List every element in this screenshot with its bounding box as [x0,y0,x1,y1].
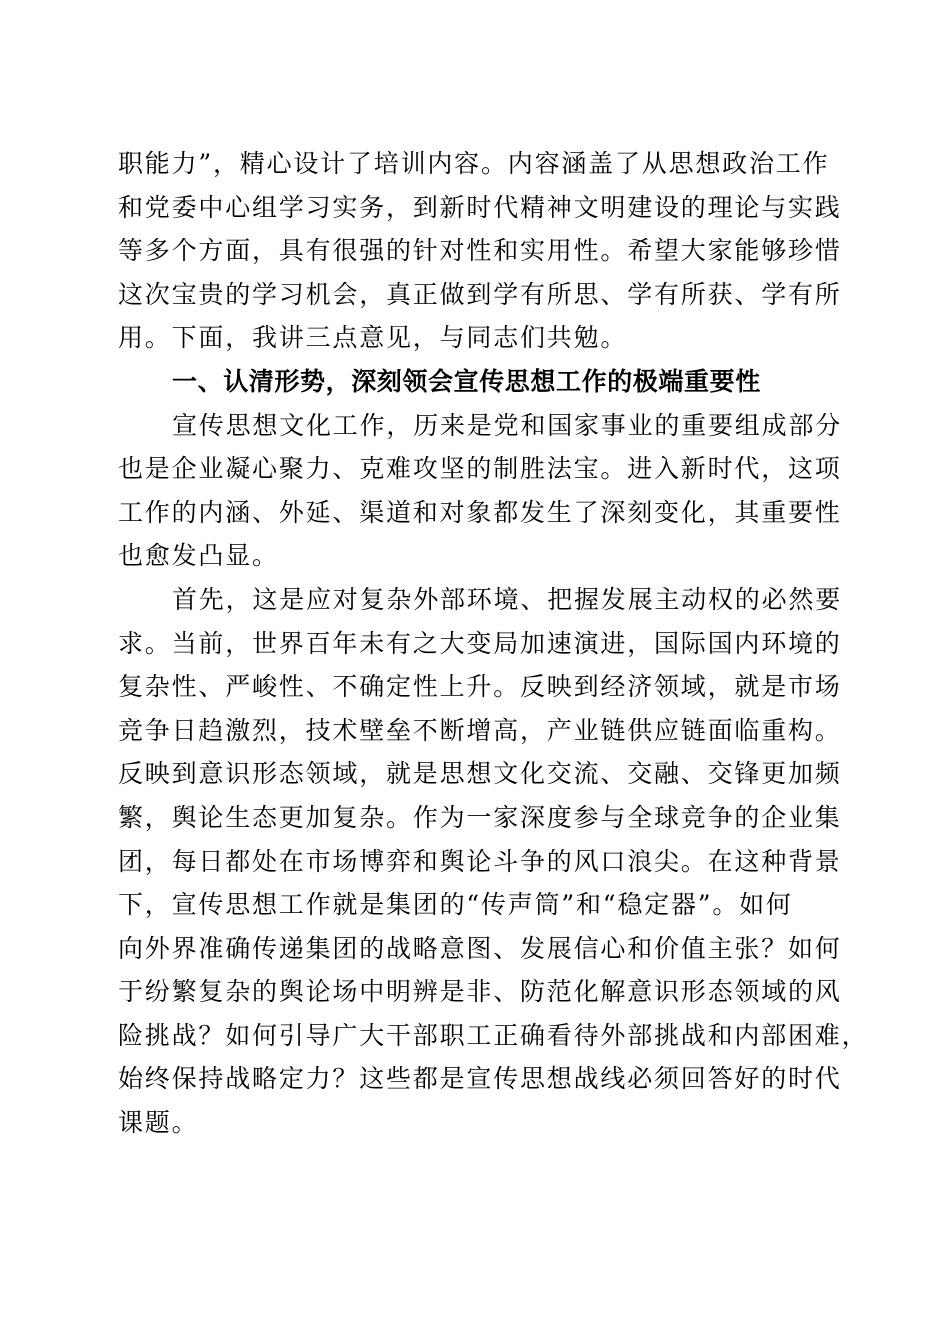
text-line: 宣传思想文化工作，历来是党和国家事业的重要组成部分 [172,410,843,440]
text-line: 这次宝贵的学习机会，真正做到学有所思、学有所获、学有所 [118,279,842,309]
text-line: 求。当前，世界百年未有之大变局加速演进，国际国内环境的 [118,628,842,658]
text-line: 繁，舆论生态更加复杂。作为一家深度参与全球竞争的企业集 [118,802,842,832]
text-line: 团，每日都处在市场博弈和舆论斗争的风口浪尖。在这种背景 [118,846,842,876]
text-line: 始终保持战略定力？这些都是宣传思想战线必须回答好的时代 [118,1064,842,1094]
text-line: 于纷繁复杂的舆论场中明辨是非、防范化解意识形态领域的风 [118,977,842,1007]
text-line: 也愈发凸显。 [118,541,279,571]
text-line: 职能力”，精心设计了培训内容。内容涵盖了从思想政治工作 [118,149,830,178]
text-line: 向外界准确传递集团的战略意图、发展信心和价值主张？如何 [118,933,842,963]
text-line: 等多个方面，具有很强的针对性和实用性。希望大家能够珍惜 [118,236,842,266]
text-line: 用。下面，我讲三点意见，与同志们共勉。 [118,323,628,353]
text-line: 和党委中心组学习实务，到新时代精神文明建设的理论与实践 [118,192,842,222]
text-line: 竞争日趋激烈，技术壁垒不断增高，产业链供应链面临重构。 [118,715,842,745]
document-body [118,142,869,1145]
text-line: 也是企业凝心聚力、克难攻坚的制胜法宝。进入新时代，这项 [118,454,842,484]
text-line: 工作的内涵、外延、渠道和对象都发生了深刻变化，其重要性 [118,497,842,527]
text-line: 反映到意识形态领域，就是思想文化交流、交融、交锋更加频 [118,759,842,789]
text-line: 复杂性、严峻性、不确定性上升。反映到经济领域，就是市场 [118,672,842,702]
text-line: 首先，这是应对复杂外部环境、把握发展主动权的必然要 [172,584,843,614]
section-heading: 一、认清形势，深刻领会宣传思想工作的极端重要性 [172,366,761,396]
text-line: 下，宣传思想工作就是集团的“传声筒”和“稳定器”。如何 [118,890,793,920]
text-line: 课题。 [118,1108,199,1138]
text-line: 险挑战？如何引导广大干部职工正确看待外部挑战和内部困难， [118,1020,869,1050]
